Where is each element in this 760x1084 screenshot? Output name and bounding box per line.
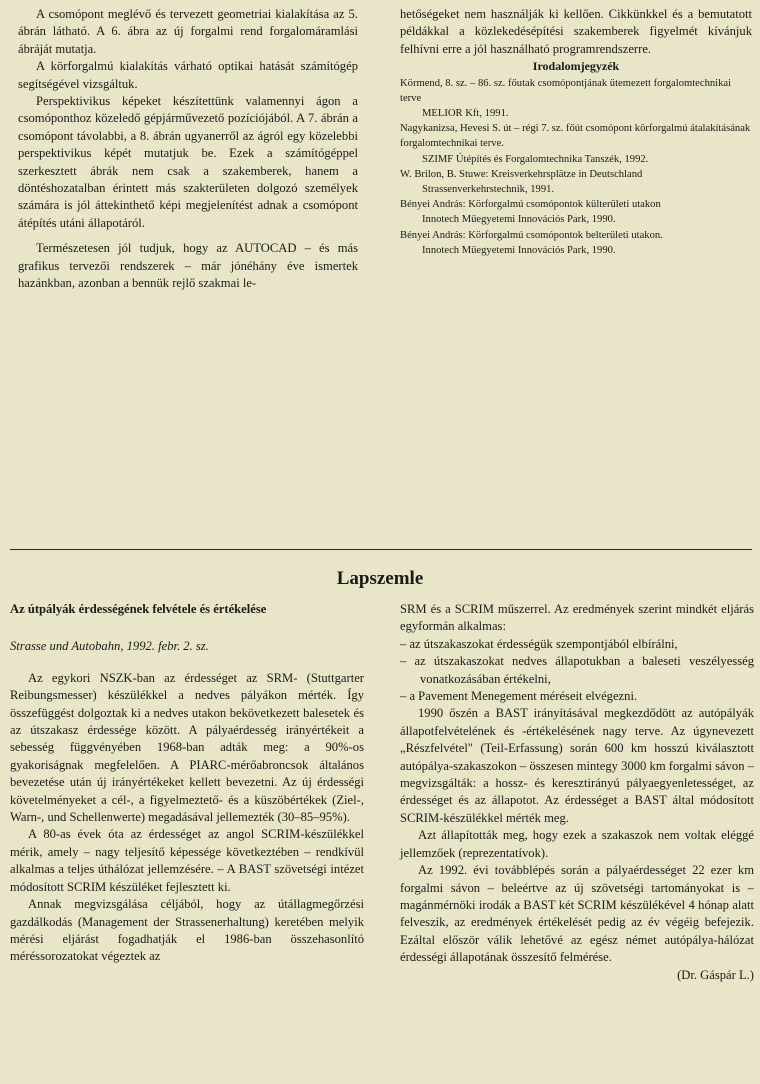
article-source: Strasse und Autobahn, 1992. febr. 2. sz. — [10, 639, 209, 654]
top-left-column — [18, 6, 358, 293]
bullet-list — [400, 636, 754, 706]
body-paragraph: Perspektivikus képeket készítettünk valamennyi ágon a csomóponthoz közeledő gépjárművezető pozíciójából. A 7. ábrán a csomópont távolabbi, a 8. ábrán ugyanerről az ágról egy közelebbi perspektivikus képét mutatjuk be. Ezek a számítógéppel szerkesztett ábrák nem csak a szakemberek, hanem a döntéshozatalban érintett más szakterületen dolgozó személyek számára is jól áttekinthető képi megjelenítést adnak a csomópont átépítés utáni állapotáról. — [18, 94, 358, 230]
reference-main: Bényei András: Körforgalmú csomópontok belterületi utakon. — [400, 229, 663, 241]
body-paragraph: Annak megvizsgálása céljából, hogy az útállagmegőrzési gazdálkodás (Management der Strassenerhaltung) keretében melyik mérési eljárást fogadhatják el 1986-ban összehasonlító méréssorozatokat végeztek az — [10, 897, 364, 964]
reference-main: Bényei András: Körforgalmú csomópontok külterületi utakon — [400, 199, 661, 211]
reference-item — [400, 76, 752, 122]
section-divider — [10, 549, 752, 550]
reference-item — [400, 121, 752, 167]
reference-publisher: SZIMF Útépítés és Forgalomtechnika Tanszék, 1992. — [422, 153, 649, 165]
list-item: – a Pavement Menegement méréseit elvégezni. — [400, 689, 638, 704]
article-title: Az útpályák érdességének felvétele és értékelése — [10, 602, 267, 616]
body-paragraph: Természetesen jól tudjuk, hogy az AUTOCAD – és más grafikus tervezői rendszerek – már jónéhány éve ismertek hazánkban, azonban a bennük rejlő szakmai le- — [18, 241, 358, 291]
reference-main: Körmend, 8. sz. – 86. sz. főutak csomópontjának ütemezett forgalomtechnikai terve — [400, 77, 732, 104]
top-right-column — [400, 6, 752, 258]
section-title: Lapszemle — [336, 568, 424, 589]
body-paragraph: Az egykori NSZK-ban az érdességet az SRM- (Stuttgarter Reibungsmesser) készülékkel a nedves pályákon mérték. Így összefüggést dolgoztak ki a nedves utakon bekövetkezett balesetek és az útszakasz érdessége között. A pályaérdesség irányértékeit a sebesség függvényében 1968-ban adták meg: a 90%-os gyakoriságnak megfelelően. A PIARC-mérőabroncsok általános bevezetése után új irányértékeket kellett bevezetni. Az új érdességi követelményeket a cél-, a figyelmeztető- és a küszöbértékek (Ziel-, Warn-, und Schellenwerte) megadásával jellemezték (30–85–95%). — [10, 670, 364, 825]
body-paragraph: 1990 őszén a BAST irányításával megkezdődött az autópályák állapotfelvételének és -értékelésének nagy terve. Az úgynevezett „Részfelvétel" (Teil-Erfassung) során 600 km hosszú kiválasztott autópálya-szakaszokon – összesen mintegy 3000 km forgalmi sávon – megvizsgálták: a hossz- és keresztirányú pályaegyenletességet, az érdességet és az állapotot. Az érdességet a BAST által módosított SCRIM-készülékkel mérték meg. — [400, 706, 754, 825]
reference-item — [400, 167, 752, 197]
body-paragraph: Az 1992. évi továbblépés során a pályaérdességet 22 ezer km forgalmi sávon – beleértve az új szövetségi tartományokat is – magánmérnöki irodák a BAST két SCRIM készülékével 4 hónap alatt felveszik, az eredmények értékelését pedig az év végéig befejezik. Ezáltal először válik lehetővé az egész német autópálya-hálózat érdességi állapotának összesítő felmérése. — [400, 863, 754, 965]
author-signature: (Dr. Gáspár L.) — [677, 967, 754, 982]
bottom-right-column — [400, 601, 754, 984]
references-title: Irodalomjegyzék — [532, 59, 620, 74]
body-paragraph: A csomópont meglévő és tervezett geometriai kialakítása az 5. ábrán látható. A 6. ábra az új forgalmi rend forgalomáramlási ábráját mutatja. — [18, 7, 358, 56]
body-paragraph: SRM és a SCRIM műszerrel. Az eredmények szerint mindkét eljárás egyformán alkalmas: — [400, 602, 754, 634]
body-paragraph: A 80-as évek óta az érdességet az angol SCRIM-készülékkel mérik, amely – nagy teljesítő képessége következtében – rendkívül alkalmas a teljes úthálózat jellemzésére. – A BAST szövetségi intézet módosított SCRIM készüléket fejlesztett ki. — [10, 827, 364, 894]
bottom-left-column — [10, 601, 364, 966]
body-paragraph: hetőségeket nem használják ki kellően. Cikkünkkel és a bemutatott példákkal a közlekedésépítési szakemberek figyelmét kívánjuk felhívni erre a jól használható programrendszerre. — [400, 7, 752, 56]
reference-item — [400, 197, 752, 227]
reference-publisher: Innotech Műegyetemi Innovációs Park, 1990. — [422, 244, 616, 256]
reference-publisher: Strassenverkehrstechnik, 1991. — [422, 184, 555, 196]
body-paragraph: A körforgalmú kialakítás várható optikai hatását számítógép segítségével vizsgáltuk. — [18, 59, 358, 91]
reference-publisher: Innotech Műegyetemi Innovációs Park, 1990. — [422, 214, 616, 226]
reference-main: W. Brilon, B. Stuwe: Kreisverkehrsplätze in Deutschland — [400, 168, 643, 180]
body-paragraph: Azt állapították meg, hogy ezek a szakaszok nem voltak eléggé jellemzőek (reprezentatívok). — [400, 828, 754, 860]
reference-publisher: MELIOR Kft, 1991. — [422, 108, 509, 120]
list-item: – az útszakaszokat érdességük szempontjából elbírálni, — [400, 636, 678, 651]
reference-main: Nagykanizsa, Hevesi S. út – régi 7. sz. főút csomópont körforgalmú átalakításának forgalomtechnikai terve. — [400, 123, 751, 150]
reference-item — [400, 228, 752, 258]
list-item: – az útszakaszokat nedves állapotukban a baleseti veszélyesség vonatkozásában értékelni, — [400, 654, 754, 686]
